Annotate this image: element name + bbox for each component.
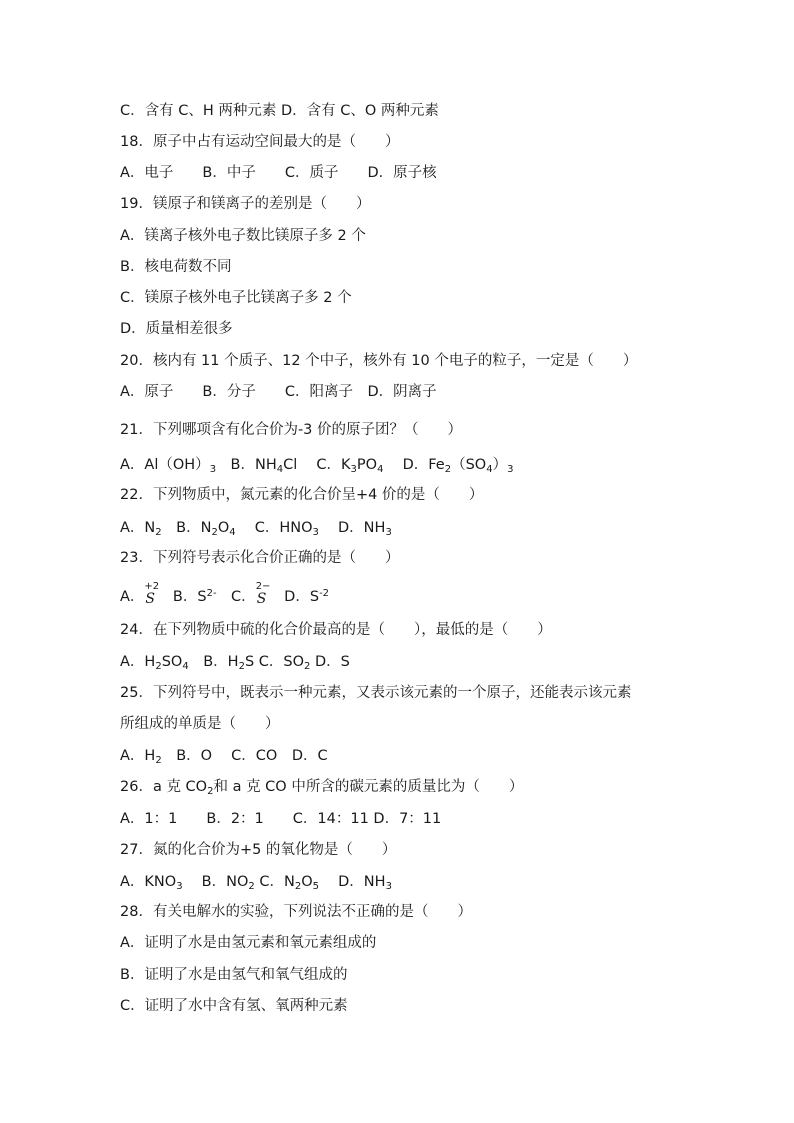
subscript: 2: [211, 527, 218, 538]
text-segment: B．NH: [216, 457, 277, 473]
subscript: 4: [276, 464, 284, 475]
text-segment: D．NH: [319, 874, 386, 890]
valence-mark: +2: [144, 581, 160, 592]
element-symbol: S: [145, 591, 156, 607]
q19-opt-b: [120, 257, 231, 277]
text-segment: C．证明了水中含有氢、氧两种元素: [120, 998, 348, 1014]
text-segment: B．NO: [182, 874, 249, 890]
subscript: 2: [155, 661, 162, 672]
text-segment: ）: [492, 457, 508, 473]
text-segment: B．H: [188, 654, 239, 670]
q26-opts: [120, 809, 441, 829]
text-segment: D．质量相差很多: [120, 321, 233, 337]
text-segment: 26．a 克 CO: [120, 779, 208, 795]
text-segment: 27．氮的化合价为+5 的氧化物是（ ）: [120, 842, 397, 858]
subscript: 3: [385, 881, 392, 892]
text-segment: 18．原子中占有运动空间最大的是（ ）: [120, 134, 400, 150]
subscript: 4: [229, 527, 236, 538]
q17-opt-cd: [120, 101, 439, 121]
q18-stem: [120, 132, 399, 152]
text-segment: B．S: [158, 589, 207, 605]
text-segment: 25．下列符号中，既表示一种元素，又表示该元素的一个原子，还能表示该元素: [120, 685, 632, 701]
q28-opt-a: [120, 933, 376, 953]
valence-symbol: [255, 581, 271, 607]
text-segment: B．O C．CO D．C: [161, 748, 328, 764]
text-segment: O: [217, 520, 230, 536]
text-segment: S C．SO: [244, 654, 304, 670]
q19-opt-a: [120, 226, 366, 246]
text-segment: PO: [356, 457, 378, 473]
text-segment: C．: [216, 589, 256, 605]
q19-opt-c: [120, 288, 352, 308]
text-segment: B．证明了水是由氢气和氧气组成的: [120, 967, 348, 983]
text-segment: B．N: [161, 520, 212, 536]
element-symbol: S: [256, 591, 267, 607]
q27-stem: [120, 840, 396, 860]
text-segment: C．HNO: [235, 520, 313, 536]
text-segment: B．核电荷数不同: [120, 259, 232, 275]
q25-stem-2: [120, 714, 280, 734]
q24-opts: [120, 652, 350, 672]
text-segment: C．含有 C、H 两种元素 D．含有 C、O 两种元素: [120, 103, 439, 119]
text-segment: D．S: [310, 654, 350, 670]
q19-opt-d: [120, 319, 233, 339]
text-segment: O: [301, 874, 313, 890]
subscript: 4: [182, 661, 189, 672]
subscript: 3: [350, 464, 357, 475]
text-segment: A．H: [120, 748, 156, 764]
text-segment: （SO: [451, 457, 487, 473]
text-segment: 28．有关电解水的实验，下列说法不正确的是（ ）: [120, 904, 472, 920]
q18-opts: [120, 163, 437, 183]
subscript: 2: [155, 755, 162, 766]
text-segment: C．N: [254, 874, 295, 890]
q19-stem: [120, 194, 370, 214]
q23-stem: [120, 548, 399, 568]
q22-opts: [120, 518, 392, 538]
q26-stem: [120, 777, 523, 797]
superscript: -2: [319, 588, 330, 599]
subscript: 2: [304, 661, 311, 672]
q24-stem: [120, 620, 552, 640]
subscript: 3: [507, 464, 514, 475]
text-segment: A．原子 B．分子 C．阳离子 D．阴离子: [120, 384, 437, 400]
text-segment: A．N: [120, 520, 156, 536]
text-segment: C．镁原子核外电子比镁离子多 2 个: [120, 290, 352, 306]
text-segment: 21．下列哪项含有化合价为-3 价的原子团？（ ）: [120, 422, 463, 438]
text-segment: Cl C．K: [283, 457, 351, 473]
q22-stem: [120, 485, 483, 505]
q28-opt-b: [120, 965, 347, 985]
q25-stem-1: [120, 683, 631, 703]
text-segment: A．Al（OH）: [120, 457, 210, 473]
subscript: 2: [155, 527, 162, 538]
q28-opt-c: [120, 996, 348, 1016]
text-segment: A．: [120, 589, 145, 605]
text-segment: A．电子 B．中子 C．质子 D．原子核: [120, 165, 437, 181]
subscript: 4: [486, 464, 493, 475]
subscript: 2: [238, 661, 245, 672]
q28-stem: [120, 902, 472, 922]
text-segment: D．NH: [318, 520, 386, 536]
text-segment: 22．下列物质中，氮元素的化合价呈+4 价的是（ ）: [120, 487, 484, 503]
subscript: 2: [248, 881, 255, 892]
q20-stem: [120, 351, 637, 371]
text-segment: A．KNO: [120, 874, 177, 890]
q21-stem: [120, 420, 462, 440]
text-segment: 20．核内有 11 个质子、12 个中子，核外有 10 个电子的粒子，一定是（ ）: [120, 353, 638, 369]
text-segment: A．镁离子核外电子数比镁原子多 2 个: [120, 228, 366, 244]
q25-opts: [120, 746, 328, 766]
superscript: 2-: [206, 588, 217, 599]
q21-opts: [120, 455, 513, 475]
text-segment: SO: [161, 654, 183, 670]
subscript: 4: [377, 464, 384, 475]
text-segment: 23．下列符号表示化合价正确的是（ ）: [120, 550, 400, 566]
text-segment: 19．镁原子和镁离子的差别是（ ）: [120, 196, 371, 212]
subscript: 3: [312, 527, 319, 538]
subscript: 2: [444, 464, 452, 475]
text-segment: 24．在下列物质中硫的化合价最高的是（ ），最低的是（ ）: [120, 622, 552, 638]
subscript: 3: [385, 527, 392, 538]
valence-symbol: [144, 581, 160, 607]
text-segment: D．S: [269, 589, 320, 605]
text-segment: 所组成的单质是（ ）: [120, 716, 280, 732]
valence-mark: 2−: [255, 581, 271, 592]
subscript: 3: [176, 881, 183, 892]
q20-opts: [120, 382, 437, 402]
subscript: 5: [312, 881, 320, 892]
text-segment: A．1：1 B．2：1 C．14：11 D．7：11: [120, 811, 442, 827]
subscript: 2: [207, 786, 214, 797]
text-segment: A．证明了水是由氢元素和氧元素组成的: [120, 935, 377, 951]
q23-opts: [120, 581, 330, 607]
text-segment: D．Fe: [383, 457, 445, 473]
text-segment: A．H: [120, 654, 156, 670]
subscript: 2: [294, 881, 302, 892]
text-segment: 和 a 克 CO 中所含的碳元素的质量比为（ ）: [213, 779, 524, 795]
subscript: 3: [209, 464, 217, 475]
q27-opts: [120, 872, 392, 892]
